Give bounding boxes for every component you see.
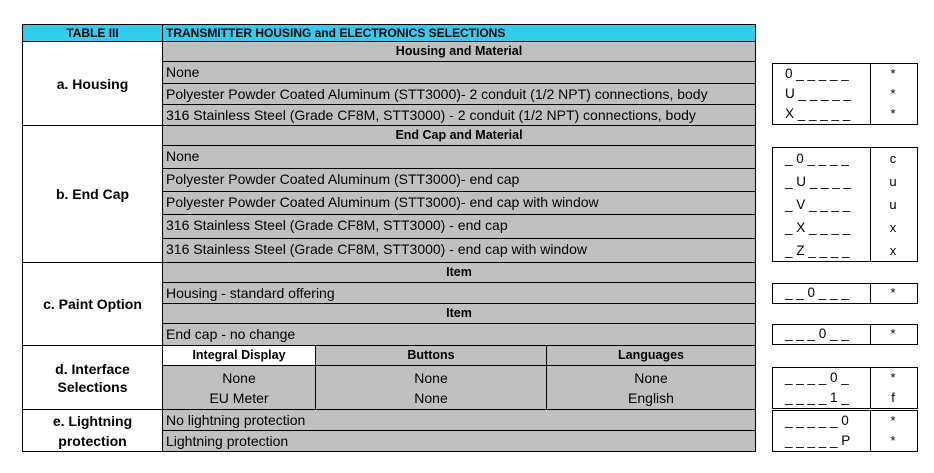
interface-languages-values: [546, 365, 756, 410]
option-endcap-stainless: 316 Stainless Steel (Grade CF8M, STT3000) - end cap: [162, 214, 756, 239]
code-paint-housing: _ _ 0 _ _ _: [785, 285, 849, 300]
mark-endcap-aluminum: u: [889, 174, 897, 189]
subheader-paint-item-1: Item: [162, 262, 756, 283]
codebox-housing: [772, 63, 918, 125]
code-endcap-aluminum: _ U _ _ _ _: [785, 174, 852, 189]
category-housing: a. Housing: [22, 41, 163, 126]
category-end-cap: b. End Cap: [22, 125, 163, 263]
mark-lightning-none: *: [890, 413, 896, 428]
column-buttons: Buttons: [315, 345, 547, 366]
languages-value-2: English: [628, 390, 674, 406]
mark-housing-aluminum: *: [890, 86, 896, 101]
code-endcap-stainless: _ X _ _ _ _: [785, 220, 851, 235]
option-housing-stainless: 316 Stainless Steel (Grade CF8M, STT3000) - 2 conduit (1/2 NPT) connections, body: [162, 104, 756, 126]
mark-interface-none: *: [890, 370, 896, 385]
option-housing-aluminum: Polyester Powder Coated Aluminum (STT3000)- 2 conduit (1/2 NPT) connections, body: [162, 83, 756, 105]
display-value-2: EU Meter: [209, 390, 269, 406]
option-lightning-none: No lightning protection: [162, 409, 756, 431]
subheader-end-cap-material: End Cap and Material: [162, 125, 756, 146]
code-housing-none: 0 _ _ _ _ _: [785, 66, 849, 81]
option-housing-none: None: [162, 61, 756, 84]
codebox-paint-housing: [772, 283, 918, 304]
code-interface-eu-meter: _ _ _ _ 1 _: [785, 390, 849, 405]
mark-housing-stainless: *: [890, 106, 896, 121]
mark-paint-endcap: *: [890, 326, 896, 341]
mark-endcap-stainless: x: [889, 220, 897, 235]
category-interface-selections: d. Interface Selections: [22, 345, 163, 410]
table-title: TRANSMITTER HOUSING and ELECTRONICS SELECTIONS: [162, 24, 756, 42]
option-endcap-stainless-window: 316 Stainless Steel (Grade CF8M, STT3000) - end cap with window: [162, 238, 756, 263]
mark-housing-none: *: [890, 66, 896, 81]
code-housing-stainless: X _ _ _ _ _: [785, 106, 851, 121]
interface-buttons-values: [315, 365, 547, 410]
table-label: TABLE III: [22, 24, 163, 42]
category-lightning-protection: e. Lightning protection: [22, 409, 163, 452]
option-endcap-aluminum: Polyester Powder Coated Aluminum (STT3000)- end cap: [162, 168, 756, 192]
mark-endcap-aluminum-window: u: [889, 197, 897, 212]
buttons-value-2: None: [414, 390, 448, 406]
option-paint-housing: Housing - standard offering: [162, 282, 756, 304]
buttons-value-1: None: [414, 370, 448, 386]
column-integral-display: Integral Display: [162, 345, 316, 366]
codebox-end-cap: [772, 147, 918, 262]
code-endcap-stainless-window: _ Z _ _ _ _: [785, 243, 850, 258]
code-interface-none: _ _ _ _ 0 _: [785, 370, 849, 385]
option-endcap-aluminum-window: Polyester Powder Coated Aluminum (STT3000)- end cap with window: [162, 191, 756, 215]
code-endcap-aluminum-window: _ V _ _ _ _: [785, 197, 851, 212]
code-paint-endcap: _ _ _ 0 _ _: [785, 326, 849, 341]
code-endcap-none: _ 0 _ _ _ _: [785, 151, 849, 166]
interface-display-values: [162, 365, 316, 410]
option-endcap-none: None: [162, 145, 756, 169]
codebox-interface: [772, 367, 918, 409]
option-lightning-protection: Lightning protection: [162, 430, 756, 452]
display-value-1: None: [222, 370, 256, 386]
codebox-lightning: [772, 410, 918, 452]
mark-lightning-protection: *: [890, 433, 896, 448]
option-paint-endcap: End cap - no change: [162, 323, 756, 346]
mark-paint-housing: *: [890, 285, 896, 300]
code-housing-aluminum: U _ _ _ _ _: [785, 86, 852, 101]
subheader-housing-material: Housing and Material: [162, 41, 756, 62]
category-paint-option: c. Paint Option: [22, 262, 163, 346]
code-lightning-protection: _ _ _ _ _ P: [785, 433, 851, 448]
mark-endcap-stainless-window: x: [889, 243, 897, 258]
code-lightning-none: _ _ _ _ _ 0: [785, 413, 849, 428]
column-languages: Languages: [546, 345, 756, 366]
codebox-paint-endcap: [772, 324, 918, 345]
mark-interface-eu-meter: f: [891, 390, 895, 405]
subheader-paint-item-2: Item: [162, 303, 756, 324]
languages-value-1: None: [634, 370, 668, 386]
mark-endcap-none: c: [889, 151, 897, 166]
